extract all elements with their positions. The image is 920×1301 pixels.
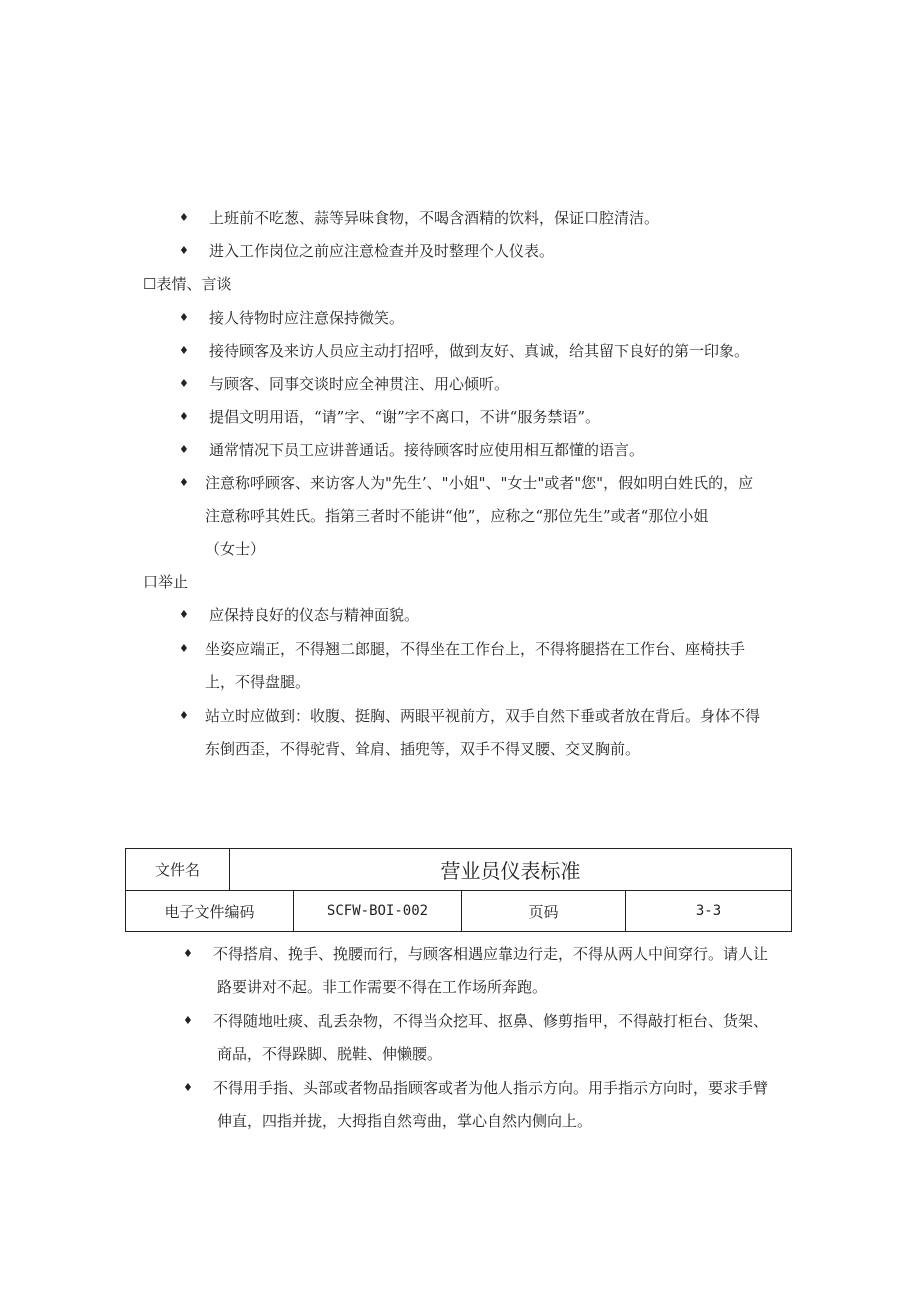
- bullet-icon: ♦: [179, 211, 189, 224]
- list-item: 接人待物时应注意保持微笑。: [209, 309, 405, 327]
- list-item: 上班前不吃葱、蒜等异味食物，不喝含酒精的饮料，保证口腔清洁。: [209, 209, 660, 227]
- table-row: [126, 891, 792, 932]
- list-item: 不得搭肩、挽手、挽腰而行，与顾客相遇应靠边行走，不得从两人中间穿行。请人让: [213, 945, 769, 963]
- section-heading: ☐表情、言谈: [143, 275, 232, 293]
- list-item: 与顾客、同事交谈时应全神贯注、用心倾听。: [209, 375, 510, 393]
- list-item: 进入工作岗位之前应注意检查并及时整理个人仪表。: [209, 242, 555, 260]
- bullet-icon: ♦: [179, 377, 189, 390]
- bullet-icon: ♦: [183, 1014, 193, 1027]
- list-item: 不得随地吐痰、乱丢杂物，不得当众挖耳、抠鼻、修剪指甲，不得敲打柜台、货架、: [213, 1012, 769, 1030]
- document-title: 营业员仪表标准: [230, 849, 792, 891]
- list-item: 不得用手指、头部或者物品指顾客或者为他人指示方向。用手指示方向时，要求手臂: [213, 1079, 769, 1097]
- bullet-icon: ♦: [183, 947, 193, 960]
- list-item-continuation: 商品，不得跺脚、脱鞋、伸懒腰。: [217, 1045, 443, 1063]
- bullet-icon: ♦: [179, 709, 189, 722]
- list-item: 通常情况下员工应讲普通话。接待顾客时应使用相互都懂的语言。: [209, 441, 645, 459]
- bullet-icon: ♦: [179, 410, 189, 423]
- bullet-icon: ♦: [179, 311, 189, 324]
- bullet-icon: ♦: [179, 244, 189, 257]
- list-item-continuation: 路要讲对不起。非工作需要不得在工作场所奔跑。: [217, 978, 548, 996]
- page-number-label: 页码: [462, 891, 626, 932]
- file-name-label: 文件名: [126, 849, 230, 891]
- bullet-icon: ♦: [179, 344, 189, 357]
- bullet-icon: ♦: [179, 642, 189, 655]
- list-item: 坐姿应端正，不得翘二郎腿，不得坐在工作台上，不得将腿搭在工作台、座椅扶手: [205, 640, 746, 658]
- page-number-value: 3-3: [626, 891, 792, 932]
- list-item-continuation: 注意称呼其姓氏。指第三者时不能讲“他”，应称之“那位先生”或者“那位小姐: [205, 507, 709, 525]
- file-code-label: 电子文件编码: [126, 891, 294, 932]
- list-item-continuation: 上，不得盘腿。: [205, 673, 311, 691]
- list-item: 注意称呼顾客、来访客人为"先生’、"小姐"、"女士"或者"您"，假如明白姓氏的，应: [205, 474, 754, 492]
- table-row: [126, 849, 792, 891]
- section-heading: 口举止: [143, 573, 189, 591]
- bullet-icon: ♦: [183, 1081, 193, 1094]
- list-item-continuation: 东倒西歪，不得驼背、耸肩、插兜等，双手不得叉腰、交叉胸前。: [205, 740, 641, 758]
- file-code-value: SCFW-BOI-002: [294, 891, 462, 932]
- list-item: 站立时应做到：收腹、挺胸、两眼平视前方，双手自然下垂或者放在背后。身体不得: [205, 707, 761, 725]
- bullet-icon: ♦: [179, 608, 189, 621]
- list-item: 应保持良好的仪态与精神面貌。: [209, 606, 420, 624]
- document-info-table: [125, 848, 792, 932]
- list-item-continuation: 伸直，四指并拢，大拇指自然弯曲，掌心自然内侧向上。: [217, 1112, 593, 1130]
- bullet-icon: ♦: [179, 476, 189, 489]
- list-item: 提倡文明用语，“请”字、“谢”字不离口，不讲“服务禁语”。: [209, 408, 601, 426]
- list-item: 接待顾客及来访人员应主动打招呼，做到友好、真诚，给其留下良好的第一印象。: [209, 342, 750, 360]
- list-item-continuation: （女士）: [205, 540, 266, 558]
- bullet-icon: ♦: [179, 443, 189, 456]
